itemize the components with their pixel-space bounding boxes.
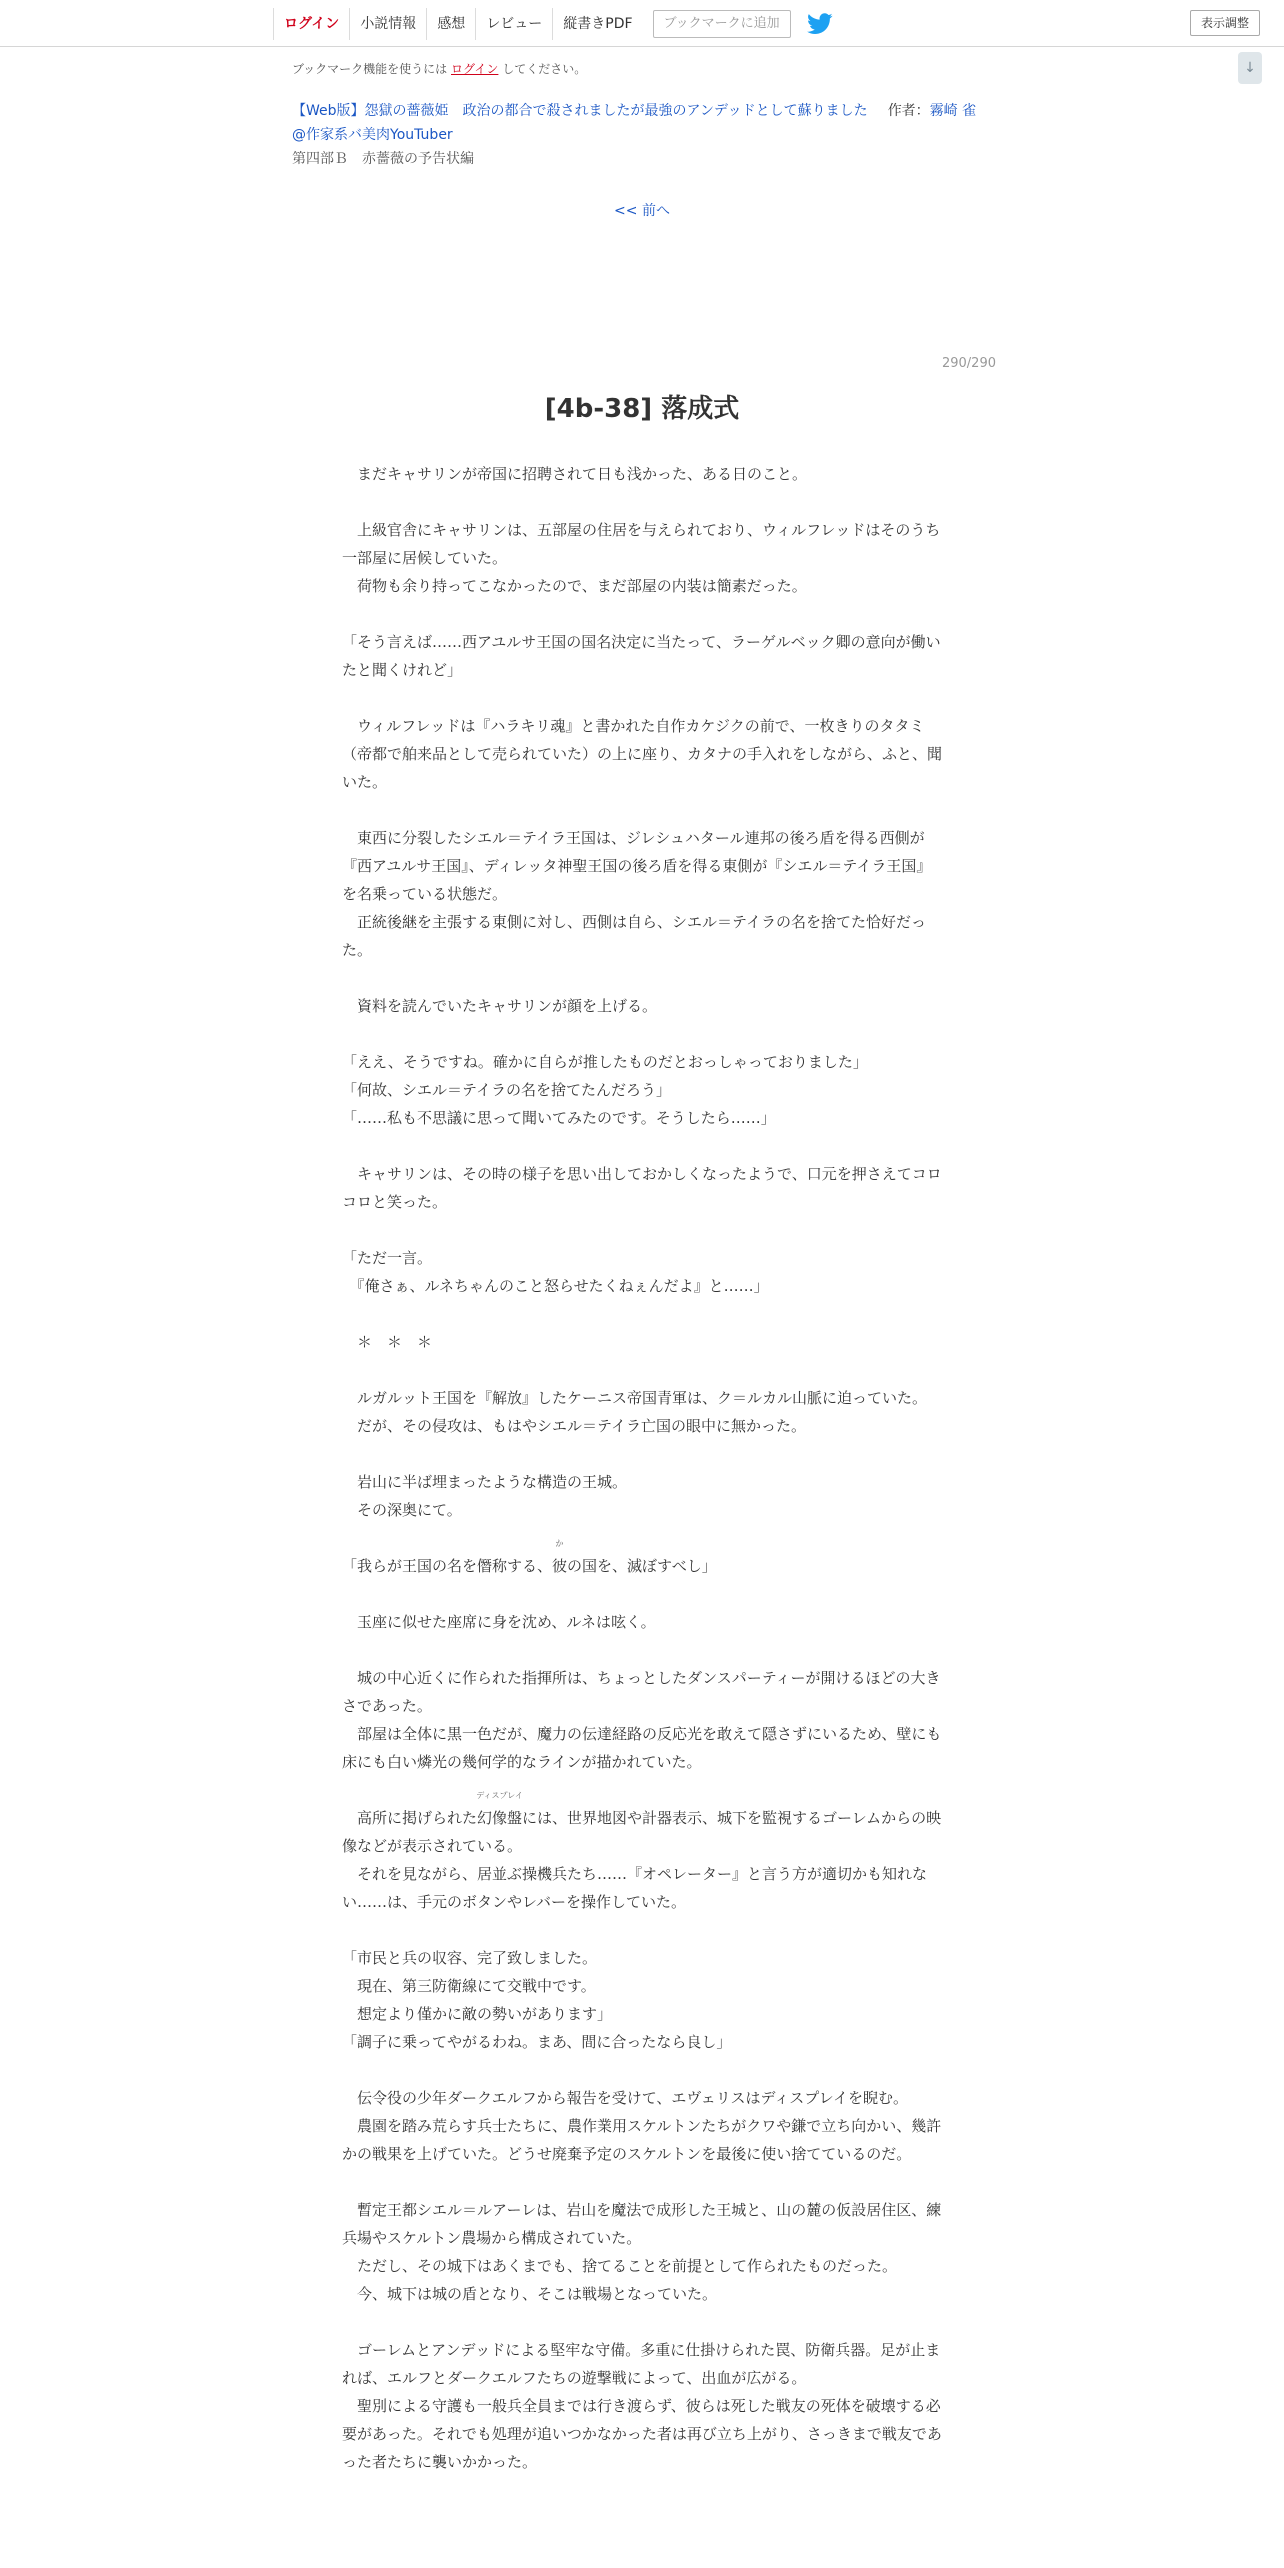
text-line: 『俺さぁ、ルネちゃんのこと怒らせたくねぇんだよ』と……」 — [342, 1277, 769, 1295]
vertical-pdf-link[interactable]: 縦書きPDF — [552, 8, 642, 40]
novel-header — [292, 60, 992, 171]
ruby-display-reading: ディスプレイ — [476, 1791, 523, 1800]
impressions-link[interactable]: 感想 — [426, 8, 475, 40]
blank-line — [342, 1636, 942, 1664]
blank-line — [342, 1300, 942, 1328]
login-link[interactable]: ログイン — [273, 8, 349, 40]
text-line — [342, 1539, 942, 1580]
text-line: 「何故、シエル＝テイラの名を捨てたんだろう」 — [342, 1081, 671, 1099]
novel-title-link[interactable]: 【Web版】怨獄の薔薇姫 政治の都合で殺されましたが最強のアンデッドとして蘇りました — [292, 103, 868, 119]
blank-line — [342, 488, 942, 516]
text-line: 聖別による守護も一般兵全員までは行き渡らず、彼らは死した戦友の死体を破壊する必要があった。それでも処理が追いつかなかった者は再び立ち上がり、さっきまで戦友であった者たちに襲いかかった。 — [342, 2397, 942, 2471]
blank-line — [342, 2168, 942, 2196]
text-line: 資料を読んでいたキャサリンが顔を上げる。 — [342, 997, 658, 1015]
prev-page-link[interactable]: << 前へ — [614, 203, 670, 219]
text-line: 玉座に似せた座席に身を沈め、ルネは呟く。 — [342, 1613, 656, 1631]
page-count: 290/290 — [941, 356, 996, 371]
chapter-title: 第四部Ｂ 赤薔薇の予告状編 — [292, 151, 474, 167]
text-line: 荷物も余り持ってこなかったので、まだ部屋の内装は簡素だった。 — [342, 577, 807, 595]
blank-line — [342, 1916, 942, 1944]
review-link[interactable]: レビュー — [475, 8, 552, 40]
scroll-down-arrow-icon[interactable]: ↓ — [1238, 52, 1262, 84]
text-line: だが、その侵攻は、もはやシエル＝テイラ亡国の眼中に無かった。 — [342, 1417, 806, 1435]
blank-line — [342, 1356, 942, 1384]
text-line: その深奥にて。 — [342, 1501, 462, 1519]
blank-line — [342, 1440, 942, 1468]
blank-line — [342, 796, 942, 824]
text-line: ルガルット王国を『解放』したケーニス帝国青軍は、ク＝ルカル山脈に迫っていた。 — [342, 1389, 928, 1407]
bookmark-login-link[interactable]: ログイン — [451, 62, 499, 76]
text-line — [342, 1791, 942, 1860]
text-line: キャサリンは、その時の様子を思い出しておかしくなったようで、口元を押さえてコロコロと笑った。 — [342, 1165, 942, 1211]
text-line: 「ええ、そうですね。確かに自らが推したものだとおっしゃっておりました」 — [342, 1053, 868, 1071]
bookmark-notice-suffix: してください。 — [502, 62, 587, 76]
novel-info-link[interactable]: 小説情報 — [349, 8, 426, 40]
novel-title-line — [292, 99, 992, 147]
episode-title: [4b-38] 落成式 — [544, 394, 740, 424]
text-line: 「そう言えば……西アユルサ王国の国名決定に当たって、ラーゲルベック卿の意向が働いたと聞くけれど」 — [342, 633, 941, 679]
text-line: 農園を踏み荒らす兵士たちに、農作業用スケルトンたちがクワや鎌で立ち向かい、幾許かの戦果を上げていた。どうせ廃棄予定のスケルトンを最後に使い捨てているのだ。 — [342, 2117, 942, 2163]
blank-line — [342, 2308, 942, 2336]
text-line: 「……私も不思議に思って聞いてみたのです。そうしたら……」 — [342, 1109, 776, 1127]
text-line: 伝令役の少年ダークエルフから報告を受けて、エヴェリスはディスプレイを睨む。 — [342, 2089, 908, 2107]
blank-line — [342, 1020, 942, 1048]
blank-line — [342, 964, 942, 992]
blank-line — [342, 1216, 942, 1244]
author-link[interactable]: 霧崎 雀 — [929, 103, 977, 119]
text-line: 暫定王都シエル＝ルアーレは、岩山を魔法で成形した王城と、山の麓の仮設居住区、練兵場やスケルトン農場から構成されていた。 — [342, 2201, 942, 2247]
ruby-kano-reading: か — [555, 1539, 564, 1548]
main-nav — [273, 8, 833, 40]
text-line: ウィルフレッドは『ハラキリ魂』と書かれた自作カケジクの前で、一枚きりのタタミ（帝都で舶来品として売られていた）の上に座り、カタナの手入れをしながら、ふと、聞いた。 — [342, 717, 943, 791]
text-fragment: には、世界地図や計器表示、城下を監視するゴーレムからの映像などが表示されている。 — [342, 1809, 942, 1855]
text-line: まだキャサリンが帝国に招聘されて日も浅かった、ある日のこと。 — [342, 465, 808, 483]
text-fragment: 高所に掲げられた — [342, 1809, 478, 1827]
text-line: 「調子に乗ってやがるわね。まあ、間に合ったなら良し」 — [342, 2033, 732, 2051]
text-line: 部屋は全体に黒一色だが、魔力の伝達経路の反応光を敢えて隠さずにいるため、壁にも床にも白い燐光の幾何学的なラインが描かれていた。 — [342, 1725, 942, 1771]
novel-body-text — [342, 460, 942, 2476]
text-line: ＊ ＊ ＊ — [342, 1333, 433, 1351]
text-line: 岩山に半ば埋まったような構造の王城。 — [342, 1473, 628, 1491]
author-subtitle-link[interactable]: @作家系バ美肉YouTuber — [292, 127, 453, 143]
blank-line — [342, 1524, 942, 1552]
text-line: 想定より僅かに敵の勢いがあります」 — [342, 2005, 613, 2023]
author-label: 作者： — [887, 103, 930, 119]
text-line: ただし、その城下はあくまでも、捨てることを前提として作られたものだった。 — [342, 2257, 898, 2275]
ruby-kano-base: 彼 — [552, 1557, 568, 1575]
blank-line — [342, 1132, 942, 1160]
display-settings-button[interactable]: 表示調整 — [1190, 10, 1260, 36]
blank-line — [342, 600, 942, 628]
text-line: 現在、第三防衛線にて交戦中です。 — [342, 1977, 596, 1995]
text-line: 城の中心近くに作られた指揮所は、ちょっとしたダンスパーティーが開けるほどの大きさであった。 — [342, 1669, 941, 1715]
bookmark-notice — [292, 60, 992, 77]
text-line: 「市民と兵の収容、完了致しました。 — [342, 1949, 598, 1967]
top-navigation-bar — [0, 0, 1284, 47]
ruby-kano — [552, 1539, 568, 1580]
twitter-bird-icon[interactable] — [807, 13, 833, 35]
bookmark-notice-prefix: ブックマーク機能を使うには — [292, 62, 448, 76]
text-line: 「ただ一言。 — [342, 1249, 433, 1267]
blank-line — [342, 1776, 942, 1804]
text-line: 東西に分裂したシエル＝テイラ王国は、ジレシュハタール連邦の後ろ盾を得る西側が『西アユルサ王国』、ディレッタ神聖王国の後ろ盾を得る東側が『シエル＝テイラ王国』を名乗っている状態だ。 — [342, 829, 932, 903]
text-line: それを見ながら、居並ぶ操機兵たち……『オペレーター』と言う方が適切かも知れない……は、手元のボタンやレバーを操作していた。 — [342, 1865, 928, 1911]
text-fragment: 「我らが王国の名を僭称する、 — [342, 1557, 553, 1575]
text-line: 今、城下は城の盾となり、そこは戦場となっていた。 — [342, 2285, 718, 2303]
blank-line — [342, 2056, 942, 2084]
text-line: 上級官舎にキャサリンは、五部屋の住居を与えられており、ウィルフレッドはそのうち一部屋に居候していた。 — [342, 521, 941, 567]
text-line: ゴーレムとアンデッドによる堅牢な守備。多重に仕掛けられた罠、防衛兵器。足が止まれば、エルフとダークエルフたちの遊撃戦によって、出血が広がる。 — [342, 2341, 941, 2387]
blank-line — [342, 684, 942, 712]
blank-line — [342, 1580, 942, 1608]
text-fragment: の国を、滅ぼすべし」 — [567, 1557, 717, 1575]
ruby-display — [476, 1791, 523, 1832]
add-bookmark-button[interactable]: ブックマークに追加 — [653, 10, 791, 38]
ruby-display-base: 幻像盤 — [477, 1809, 523, 1827]
text-line: 正統後継を主張する東側に対し、西側は自ら、シエル＝テイラの名を捨てた恰好だった。 — [342, 913, 926, 959]
